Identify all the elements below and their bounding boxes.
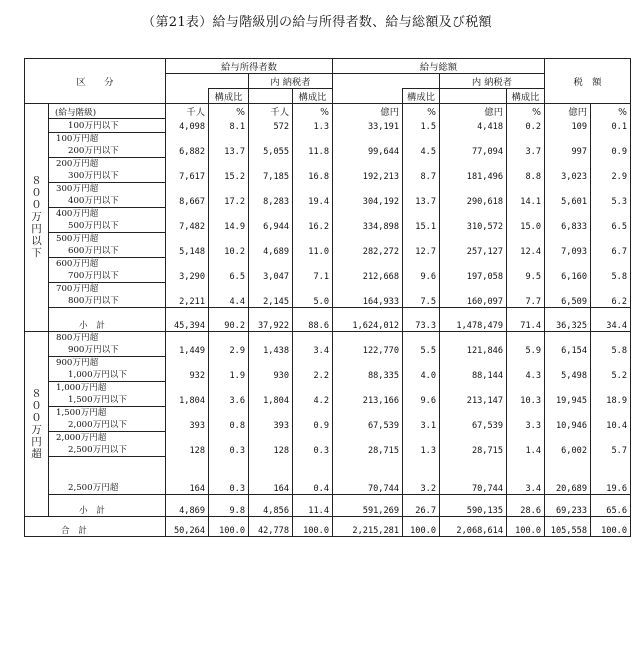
subtotal-value: 591,269 — [333, 494, 403, 516]
value-cell: 334,898 — [333, 207, 403, 232]
income-band-label — [49, 132, 166, 157]
subtotal-value: 26.7 — [403, 494, 440, 516]
blank-header-cell — [333, 89, 403, 104]
table-row — [25, 456, 631, 494]
subtotal-value: 1,624,012 — [333, 307, 403, 331]
payroll-header: 給与総額 — [333, 59, 545, 74]
value-cell: 4,098 — [166, 118, 209, 132]
value-cell: 997 — [545, 132, 591, 157]
band-upper-bound: 100万円以下 — [68, 120, 119, 131]
value-cell: 0.8 — [209, 406, 249, 431]
subtotal-value: 71.4 — [507, 307, 545, 331]
value-cell: 8.1 — [209, 118, 249, 132]
blank-header-cell — [440, 89, 507, 104]
value-cell: 3.4 — [507, 456, 545, 494]
value-cell: 128 — [249, 431, 293, 456]
value-cell: 4.2 — [293, 381, 333, 406]
value-cell: 3.4 — [293, 331, 333, 356]
table-row — [25, 356, 631, 381]
value-cell: 16.8 — [293, 157, 333, 182]
income-band-label — [49, 232, 166, 257]
value-cell: 15.1 — [403, 207, 440, 232]
value-cell: 1.4 — [507, 431, 545, 456]
value-cell: 67,539 — [440, 406, 507, 431]
value-cell: 2,145 — [249, 282, 293, 307]
value-cell: 164 — [249, 456, 293, 494]
table-row — [25, 282, 631, 307]
total-value: 50,264 — [166, 516, 209, 536]
band-upper-bound: 800万円以下 — [68, 295, 119, 306]
subtotal-value: 65.6 — [591, 494, 631, 516]
value-cell: 11.8 — [293, 132, 333, 157]
value-cell: 3.6 — [209, 381, 249, 406]
value-cell: 930 — [249, 356, 293, 381]
value-cell: 4.3 — [507, 356, 545, 381]
band-upper-bound: 300万円以下 — [68, 170, 119, 181]
value-cell: 164,933 — [333, 282, 403, 307]
category-header: 区 分 — [25, 59, 166, 104]
value-cell: 9.5 — [507, 257, 545, 282]
value-cell: 19.4 — [293, 182, 333, 207]
income-band-label — [49, 207, 166, 232]
value-cell: 290,618 — [440, 182, 507, 207]
band-lower-bound: 700万円超 — [56, 283, 99, 294]
total-value: 100.0 — [591, 516, 631, 536]
value-cell: 212,668 — [333, 257, 403, 282]
value-cell: 11.0 — [293, 232, 333, 257]
subtotal-value: 90.2 — [209, 307, 249, 331]
value-cell: 181,496 — [440, 157, 507, 182]
value-cell: 3.3 — [507, 406, 545, 431]
value-cell: 17.2 — [209, 182, 249, 207]
value-cell: 5.2 — [591, 356, 631, 381]
value-cell: 33,191 — [333, 118, 403, 132]
subtotal-value: 73.3 — [403, 307, 440, 331]
value-cell: 3.7 — [507, 132, 545, 157]
value-cell: 13.7 — [209, 132, 249, 157]
header-row-1 — [25, 59, 631, 74]
value-cell: 10,946 — [545, 406, 591, 431]
value-cell: 160,097 — [440, 282, 507, 307]
value-cell: 213,147 — [440, 381, 507, 406]
value-cell: 1,804 — [249, 381, 293, 406]
value-cell: 1,438 — [249, 331, 293, 356]
subtotal-value: 69,233 — [545, 494, 591, 516]
value-cell: 77,094 — [440, 132, 507, 157]
band-upper-bound: 1,500万円以下 — [68, 394, 127, 405]
band-upper-bound: 2,000万円以下 — [68, 419, 127, 430]
value-cell: 99,644 — [333, 132, 403, 157]
value-cell: 14.1 — [507, 182, 545, 207]
value-cell: 7.7 — [507, 282, 545, 307]
value-cell: 282,272 — [333, 232, 403, 257]
subtotal-value: 1,478,479 — [440, 307, 507, 331]
value-cell: 6,882 — [166, 132, 209, 157]
value-cell: 7,617 — [166, 157, 209, 182]
value-cell: 0.3 — [293, 431, 333, 456]
value-cell: 121,846 — [440, 331, 507, 356]
band-lower-bound: 500万円超 — [56, 233, 99, 244]
value-cell: 0.3 — [209, 431, 249, 456]
persons-header: 給与所得者数 — [166, 59, 333, 74]
value-cell: 6.5 — [209, 257, 249, 282]
value-cell: 3,047 — [249, 257, 293, 282]
income-band-label — [49, 431, 166, 456]
value-cell: 5.5 — [403, 331, 440, 356]
value-cell: 14.9 — [209, 207, 249, 232]
subtotal-value: 34.4 — [591, 307, 631, 331]
subtotal-label: 小 計 — [49, 494, 166, 516]
total-value: 100.0 — [507, 516, 545, 536]
income-band-label — [49, 282, 166, 307]
value-cell: 7,482 — [166, 207, 209, 232]
unit-label: % — [293, 104, 333, 119]
subtotal-value: 28.6 — [507, 494, 545, 516]
value-cell: 10.3 — [507, 381, 545, 406]
value-cell: 12.4 — [507, 232, 545, 257]
value-cell: 572 — [249, 118, 293, 132]
band-lower-bound: 2,000万円超 — [56, 432, 107, 443]
value-cell: 164 — [166, 456, 209, 494]
unit-label: % — [209, 104, 249, 119]
value-cell: 5.9 — [507, 331, 545, 356]
value-cell: 2,211 — [166, 282, 209, 307]
value-cell: 6.2 — [591, 282, 631, 307]
value-cell: 9.6 — [403, 381, 440, 406]
table-row — [25, 431, 631, 456]
total-label: 合 計 — [25, 516, 166, 536]
value-cell: 5,601 — [545, 182, 591, 207]
value-cell: 15.2 — [209, 157, 249, 182]
ratio-header: 構成比 — [293, 89, 333, 104]
payroll-taxpayers-header: 内 納税者 — [440, 74, 545, 89]
table-row — [25, 207, 631, 232]
value-cell: 5.8 — [591, 331, 631, 356]
income-band-label — [49, 356, 166, 381]
value-cell: 2.9 — [209, 331, 249, 356]
value-cell: 4.4 — [209, 282, 249, 307]
unit-label: 千人 — [249, 104, 293, 119]
value-cell: 8.7 — [403, 157, 440, 182]
unit-label: % — [591, 104, 631, 119]
unit-label: % — [403, 104, 440, 119]
band-upper-bound: 400万円以下 — [68, 195, 119, 206]
value-cell: 88,335 — [333, 356, 403, 381]
value-cell: 3,290 — [166, 257, 209, 282]
value-cell: 0.2 — [507, 118, 545, 132]
subtotal-value: 36,325 — [545, 307, 591, 331]
table-row — [25, 132, 631, 157]
band-upper-bound: 2,500万円以下 — [68, 444, 127, 455]
table-row — [25, 118, 631, 132]
subtotal-value: 45,394 — [166, 307, 209, 331]
value-cell: 304,192 — [333, 182, 403, 207]
income-band-label — [49, 257, 166, 282]
blank-header-cell — [249, 89, 293, 104]
value-cell: 197,058 — [440, 257, 507, 282]
value-cell: 12.7 — [403, 232, 440, 257]
value-cell: 2.9 — [591, 157, 631, 182]
value-cell: 5,498 — [545, 356, 591, 381]
band-lower-bound: 300万円超 — [56, 183, 99, 194]
value-cell: 28,715 — [440, 431, 507, 456]
value-cell: 0.1 — [591, 118, 631, 132]
value-cell: 6,509 — [545, 282, 591, 307]
income-band-label — [49, 157, 166, 182]
ratio-header: 構成比 — [403, 89, 440, 104]
value-cell: 3.2 — [403, 456, 440, 494]
value-cell: 310,572 — [440, 207, 507, 232]
unit-label: % — [507, 104, 545, 119]
value-cell: 7,185 — [249, 157, 293, 182]
payroll-blank-header — [333, 74, 440, 89]
value-cell: 109 — [545, 118, 591, 132]
value-cell: 393 — [249, 406, 293, 431]
band-lower-bound: 800万円超 — [56, 332, 99, 343]
value-cell: 7.1 — [293, 257, 333, 282]
value-cell: 16.2 — [293, 207, 333, 232]
subtotal-value: 4,856 — [249, 494, 293, 516]
income-band-label — [49, 406, 166, 431]
ratio-header: 構成比 — [209, 89, 249, 104]
table-row — [25, 381, 631, 406]
value-cell: 0.9 — [591, 132, 631, 157]
band-lower-bound: 100万円超 — [56, 133, 99, 144]
band-upper-bound: 1,000万円以下 — [68, 369, 127, 380]
subtotal-value: 88.6 — [293, 307, 333, 331]
band-lower-bound: 400万円超 — [56, 208, 99, 219]
income-band-label — [49, 118, 166, 132]
table-row — [25, 257, 631, 282]
value-cell: 88,144 — [440, 356, 507, 381]
value-cell: 5,148 — [166, 232, 209, 257]
value-cell: 6,944 — [249, 207, 293, 232]
value-cell: 8,283 — [249, 182, 293, 207]
value-cell: 28,715 — [333, 431, 403, 456]
value-cell: 1,449 — [166, 331, 209, 356]
value-cell: 20,689 — [545, 456, 591, 494]
blank-header-cell — [166, 89, 209, 104]
value-cell: 10.4 — [591, 406, 631, 431]
value-cell: 1.3 — [293, 118, 333, 132]
subtotal-value: 11.4 — [293, 494, 333, 516]
subtotal-row — [25, 307, 631, 331]
group-label: ８００万円超 — [25, 331, 49, 516]
value-cell: 393 — [166, 406, 209, 431]
value-cell: 70,744 — [333, 456, 403, 494]
band-upper-bound: 200万円以下 — [68, 145, 119, 156]
value-cell: 932 — [166, 356, 209, 381]
income-band-label — [49, 456, 166, 494]
value-cell: 3.1 — [403, 406, 440, 431]
band-lower-bound: 600万円超 — [56, 258, 99, 269]
table-row — [25, 232, 631, 257]
total-value: 100.0 — [403, 516, 440, 536]
band-lower-bound: 1,500万円超 — [56, 407, 107, 418]
band-upper-bound: 500万円以下 — [68, 220, 119, 231]
value-cell: 5.7 — [591, 431, 631, 456]
value-cell: 4,689 — [249, 232, 293, 257]
ratio-header: 構成比 — [507, 89, 545, 104]
band-lower-bound: 1,000万円超 — [56, 382, 107, 393]
total-value: 100.0 — [293, 516, 333, 536]
band-upper-bound: 900万円以下 — [68, 344, 119, 355]
total-value: 42,778 — [249, 516, 293, 536]
table-row — [25, 331, 631, 356]
subtotal-label: 小 計 — [49, 307, 166, 331]
value-cell: 6,002 — [545, 431, 591, 456]
unit-row — [25, 104, 631, 119]
value-cell: 4.0 — [403, 356, 440, 381]
value-cell: 1.5 — [403, 118, 440, 132]
income-band-label — [49, 331, 166, 356]
total-value: 2,068,614 — [440, 516, 507, 536]
unit-label: 億円 — [333, 104, 403, 119]
value-cell: 8.8 — [507, 157, 545, 182]
total-value: 105,558 — [545, 516, 591, 536]
value-cell: 1.3 — [403, 431, 440, 456]
band-upper-bound: 600万円以下 — [68, 245, 119, 256]
total-row — [25, 516, 631, 536]
persons-blank-header — [166, 74, 249, 89]
band-upper-bound: 2,500万円超 — [68, 482, 119, 493]
subtotal-value: 9.8 — [209, 494, 249, 516]
value-cell: 128 — [166, 431, 209, 456]
value-cell: 7,093 — [545, 232, 591, 257]
value-cell: 70,744 — [440, 456, 507, 494]
band-lower-bound: 900万円超 — [56, 357, 99, 368]
value-cell: 6,154 — [545, 331, 591, 356]
subtotal-value: 4,869 — [166, 494, 209, 516]
salary-statistics-table — [24, 58, 631, 537]
value-cell: 0.3 — [209, 456, 249, 494]
subtotal-value: 590,135 — [440, 494, 507, 516]
group-label: ８００万円以下 — [25, 104, 49, 332]
subtotal-value: 37,922 — [249, 307, 293, 331]
table-row — [25, 182, 631, 207]
value-cell: 6,833 — [545, 207, 591, 232]
page-title: （第21表）給与階級別の給与所得者数、給与総額及び税額 — [142, 15, 492, 30]
tax-header: 税 額 — [545, 59, 631, 104]
band-label: (給与階級) — [49, 104, 166, 119]
value-cell: 7.5 — [403, 282, 440, 307]
table-row — [25, 157, 631, 182]
value-cell: 5,055 — [249, 132, 293, 157]
subtotal-row — [25, 494, 631, 516]
table-row — [25, 406, 631, 431]
value-cell: 3,023 — [545, 157, 591, 182]
value-cell: 4.5 — [403, 132, 440, 157]
unit-label: 億円 — [545, 104, 591, 119]
value-cell: 2.2 — [293, 356, 333, 381]
income-band-label — [49, 381, 166, 406]
value-cell: 13.7 — [403, 182, 440, 207]
value-cell: 5.8 — [591, 257, 631, 282]
value-cell: 0.9 — [293, 406, 333, 431]
persons-taxpayers-header: 内 納税者 — [249, 74, 333, 89]
band-upper-bound: 700万円以下 — [68, 270, 119, 281]
value-cell: 213,166 — [333, 381, 403, 406]
value-cell: 6.7 — [591, 232, 631, 257]
income-band-label — [49, 182, 166, 207]
value-cell: 19.6 — [591, 456, 631, 494]
table-body — [25, 59, 631, 537]
unit-label: 千人 — [166, 104, 209, 119]
value-cell: 6.5 — [591, 207, 631, 232]
value-cell: 122,770 — [333, 331, 403, 356]
value-cell: 9.6 — [403, 257, 440, 282]
value-cell: 5.3 — [591, 182, 631, 207]
value-cell: 6,160 — [545, 257, 591, 282]
value-cell: 5.0 — [293, 282, 333, 307]
value-cell: 1,804 — [166, 381, 209, 406]
total-value: 2,215,281 — [333, 516, 403, 536]
value-cell: 15.0 — [507, 207, 545, 232]
value-cell: 4,418 — [440, 118, 507, 132]
value-cell: 8,667 — [166, 182, 209, 207]
value-cell: 257,127 — [440, 232, 507, 257]
value-cell: 1.9 — [209, 356, 249, 381]
value-cell: 19,945 — [545, 381, 591, 406]
value-cell: 18.9 — [591, 381, 631, 406]
value-cell: 192,213 — [333, 157, 403, 182]
band-lower-bound: 200万円超 — [56, 158, 99, 169]
total-value: 100.0 — [209, 516, 249, 536]
unit-label: 億円 — [440, 104, 507, 119]
value-cell: 0.4 — [293, 456, 333, 494]
value-cell: 67,539 — [333, 406, 403, 431]
value-cell: 10.2 — [209, 232, 249, 257]
